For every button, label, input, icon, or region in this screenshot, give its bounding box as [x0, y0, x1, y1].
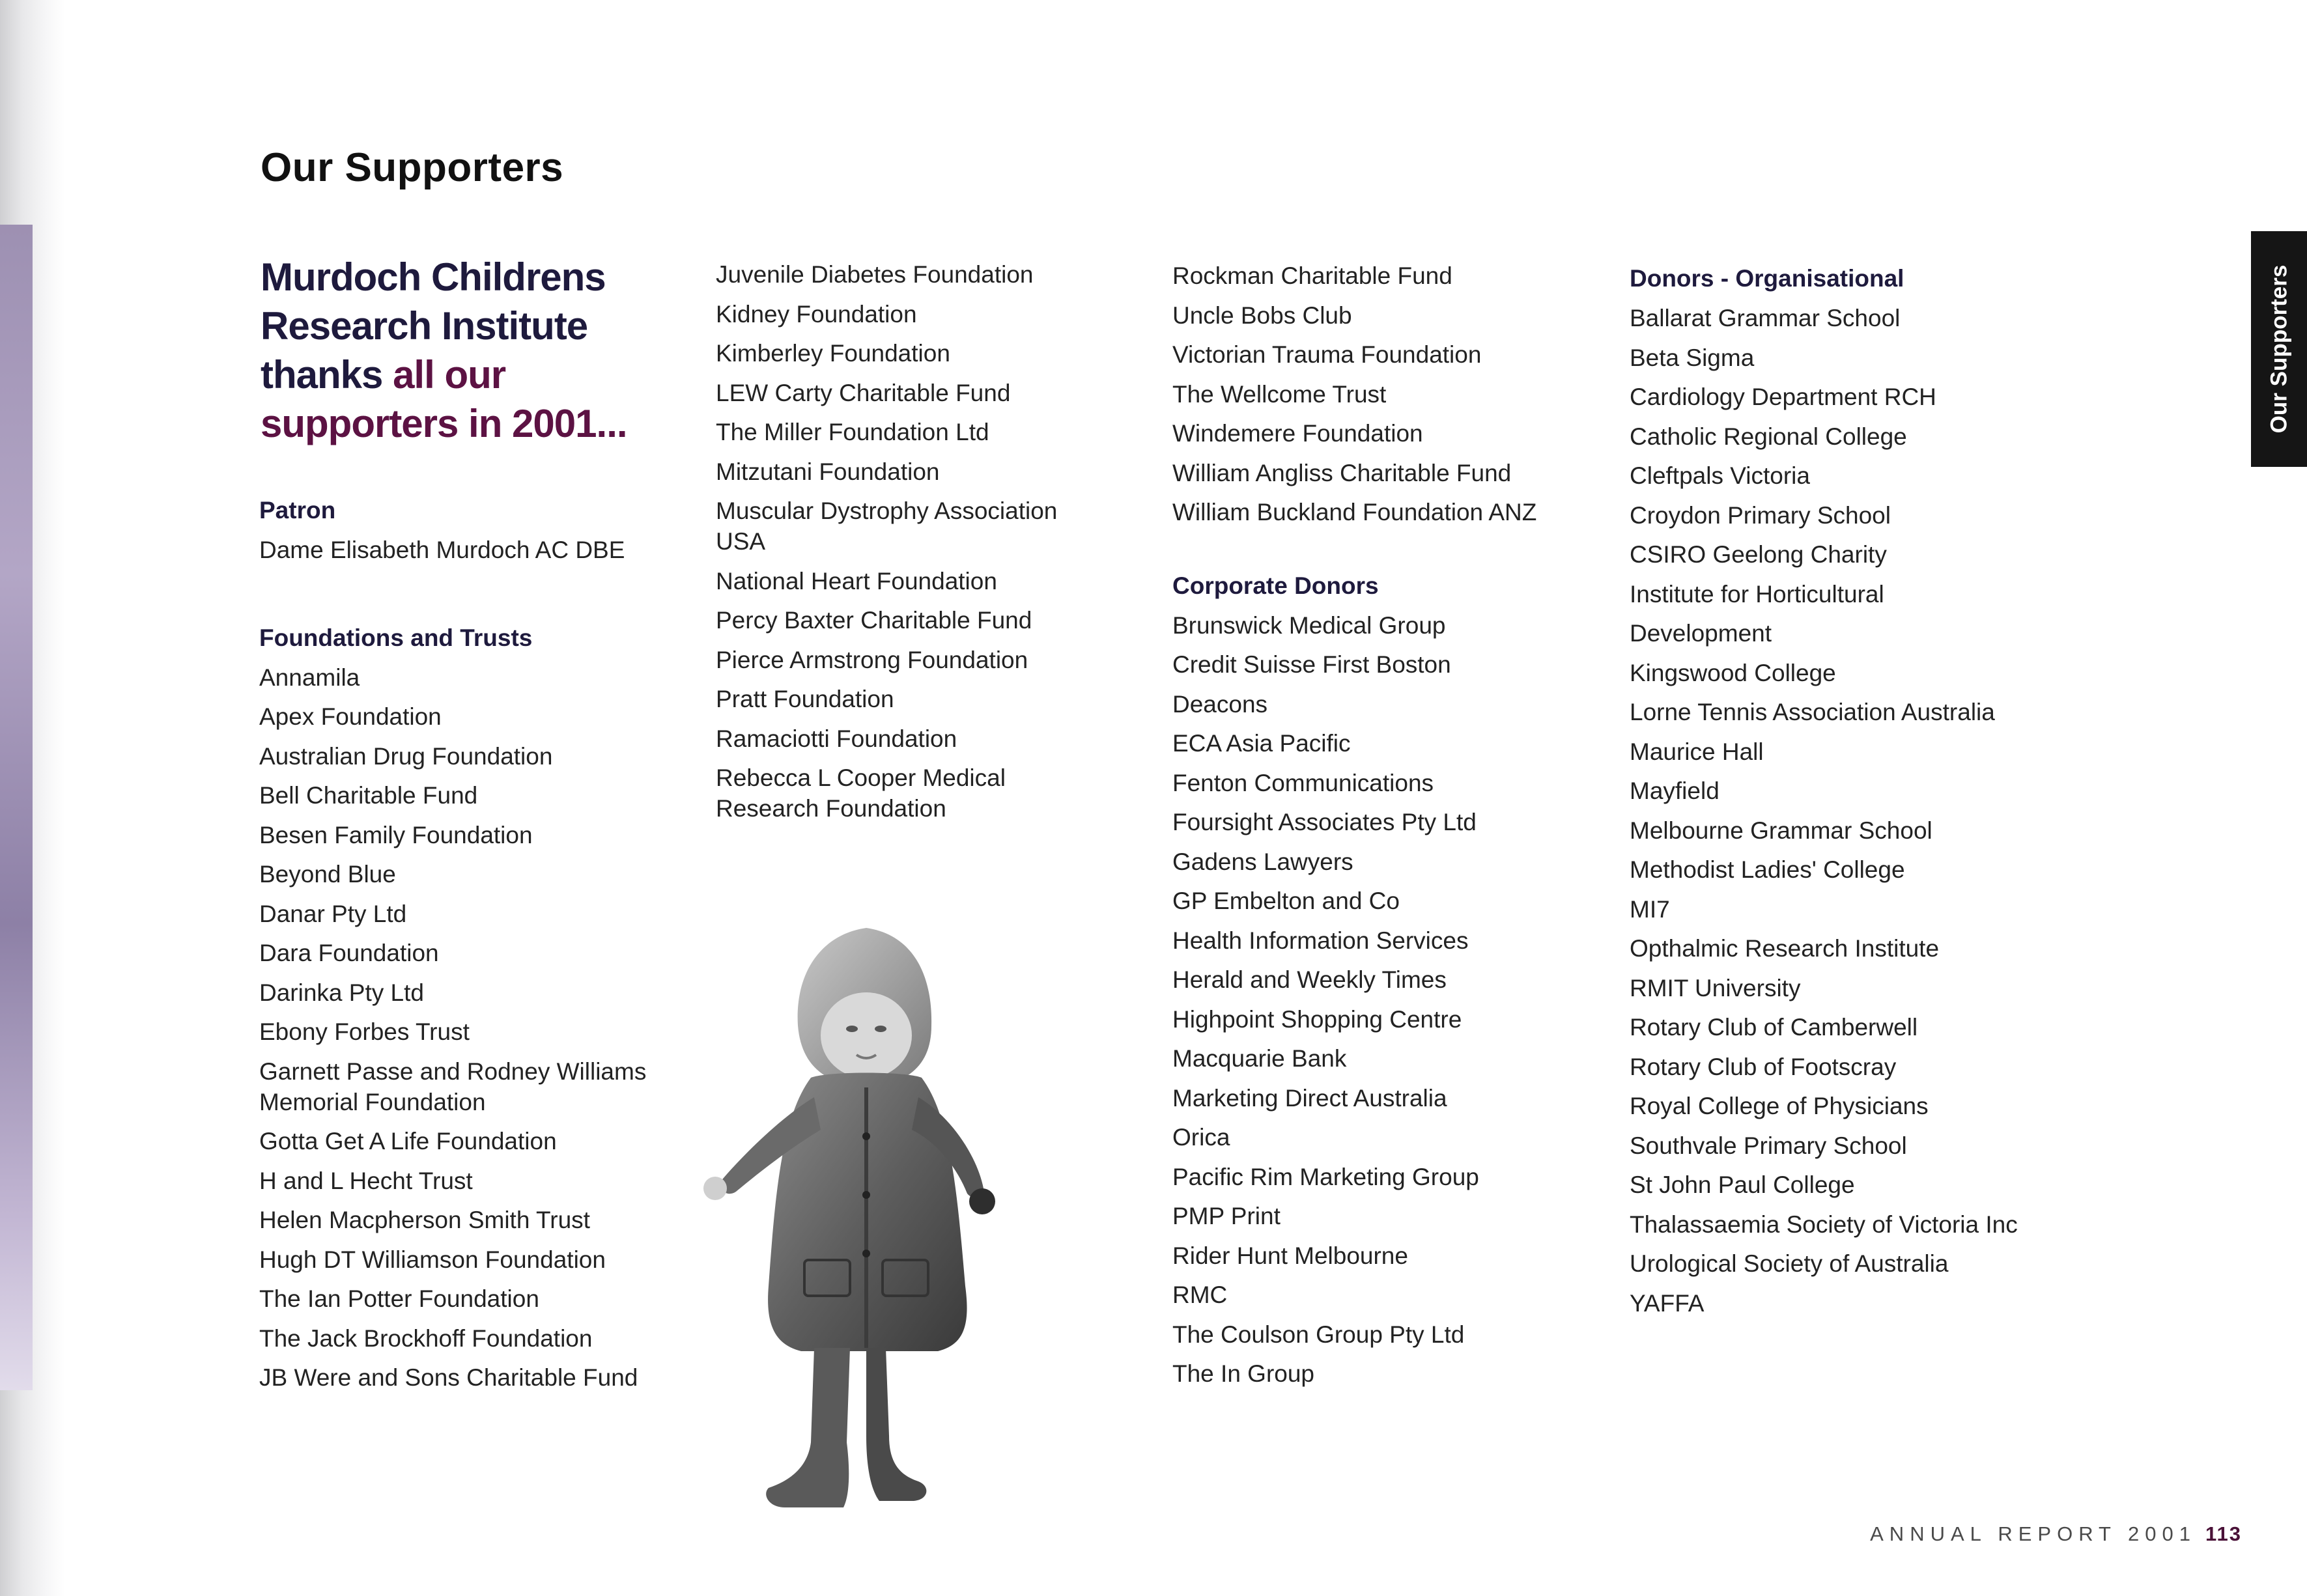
corporate-donors-heading: Corporate Donors [1172, 572, 1379, 599]
column-4 [1630, 263, 2099, 1327]
list-item: H and L Hecht Trust [259, 1167, 473, 1194]
list-item: Cardiology Department RCH [1630, 384, 1936, 410]
list-item: Uncle Bobs Club [1172, 301, 1352, 329]
patron-heading: Patron [259, 497, 336, 524]
list-item: Kingswood College [1630, 659, 1836, 686]
list-item: Beyond Blue [259, 861, 396, 888]
patron-list [259, 535, 663, 565]
list-item: Juvenile Diabetes Foundation [716, 261, 1034, 288]
donors-organisational-heading: Donors - Organisational [1630, 265, 1904, 292]
list-item: Credit Suisse First Boston [1172, 651, 1451, 678]
page-footer [1870, 1522, 2242, 1546]
list-item: Royal College of Physicians [1630, 1093, 1929, 1119]
list-item: ECA Asia Pacific [1172, 730, 1351, 757]
list-item: MI7 [1630, 895, 1670, 923]
foundations-list-col1 [259, 662, 663, 1393]
list-item: YAFFA [1630, 1289, 1705, 1317]
list-item: Maurice Hall [1630, 738, 1764, 765]
list-item: Health Information Services [1172, 927, 1469, 954]
list-item: Pratt Foundation [716, 686, 894, 712]
list-item: Helen Macpherson Smith Trust [259, 1207, 590, 1233]
list-item: National Heart Foundation [716, 567, 997, 595]
list-item: Croydon Primary School [1630, 501, 1891, 529]
list-item: The Jack Brockhoff Foundation [259, 1324, 593, 1352]
list-item: Gadens Lawyers [1172, 848, 1353, 875]
list-item: Rebecca L Cooper Medical Research Foundation [716, 764, 1006, 822]
list-item: Garnett Passe and Rodney Williams Memorial Foundation [259, 1057, 647, 1115]
list-item: Macquarie Bank [1172, 1045, 1347, 1072]
list-item: Victorian Trauma Foundation [1172, 341, 1482, 368]
list-item: PMP Print [1172, 1203, 1281, 1229]
list-item: Ebony Forbes Trust [259, 1018, 470, 1045]
list-item: Rider Hunt Melbourne [1172, 1242, 1408, 1269]
list-item: Muscular Dystrophy Association USA [716, 497, 1058, 555]
list-item: William Angliss Charitable Fund [1172, 459, 1512, 486]
intro-line-2: Research Institute [261, 304, 588, 348]
intro-line-3-accent: all our [393, 353, 506, 397]
footer-label: ANNUAL REPORT 2001 [1870, 1522, 2196, 1545]
child-in-raincoat-photo [671, 921, 1062, 1520]
intro-line-4-accent: supporters in 2001... [261, 402, 627, 445]
list-item: GP Embelton and Co [1172, 888, 1400, 914]
list-item: Ballarat Grammar School [1630, 305, 1901, 331]
list-item: Southvale Primary School [1630, 1132, 1907, 1159]
list-item: Orica [1172, 1124, 1230, 1151]
list-item: Annamila [259, 664, 360, 691]
list-item: Highpoint Shopping Centre [1172, 1005, 1462, 1033]
list-item: Urological Society of Australia [1630, 1250, 1949, 1277]
foundations-list-col3 [1172, 260, 1576, 527]
list-item: Australian Drug Foundation [259, 742, 553, 770]
list-item: Percy Baxter Charitable Fund [716, 607, 1032, 634]
list-item: Kimberley Foundation [716, 340, 950, 367]
list-item: Thalassaemia Society of Victoria Inc [1630, 1211, 2018, 1238]
list-item: Development [1630, 620, 1772, 647]
list-item: St John Paul College [1630, 1171, 1855, 1198]
side-tab-label: Our Supporters [2266, 264, 2292, 434]
list-item: Gotta Get A Life Foundation [259, 1128, 557, 1155]
list-item: Beta Sigma [1630, 344, 1755, 371]
page-title: Our Supporters [261, 145, 564, 190]
list-item: Herald and Weekly Times [1172, 966, 1447, 993]
list-item: Melbourne Grammar School [1630, 817, 1932, 844]
list-item: Dara Foundation [259, 940, 439, 966]
intro-line-1: Murdoch Childrens [261, 255, 606, 299]
foundations-list-col2 [716, 259, 1113, 824]
list-item: Apex Foundation [259, 703, 442, 730]
list-item: Deacons [1172, 690, 1268, 718]
list-item: The Ian Potter Foundation [259, 1285, 539, 1312]
list-item: Brunswick Medical Group [1172, 611, 1446, 639]
list-item: Methodist Ladies' College [1630, 856, 1905, 883]
list-item: The Coulson Group Pty Ltd [1172, 1321, 1465, 1348]
list-item: Marketing Direct Australia [1172, 1084, 1447, 1112]
section-side-tab [2251, 231, 2307, 467]
column-2 [716, 259, 1113, 833]
list-item: Pacific Rim Marketing Group [1172, 1163, 1479, 1190]
list-item: Rotary Club of Camberwell [1630, 1014, 1918, 1041]
list-item: Mitzutani Foundation [716, 458, 940, 485]
page-number: 113 [2205, 1522, 2242, 1545]
list-item: Mayfield [1630, 777, 1720, 804]
list-item: Catholic Regional College [1630, 423, 1907, 450]
intro-statement [261, 253, 677, 448]
list-item: The Wellcome Trust [1172, 380, 1387, 408]
list-item: Darinka Pty Ltd [259, 979, 424, 1006]
list-item: Besen Family Foundation [259, 821, 533, 848]
list-item: Pierce Armstrong Foundation [716, 646, 1028, 673]
list-item: RMIT University [1630, 974, 1801, 1001]
list-item: Rotary Club of Footscray [1630, 1053, 1897, 1080]
list-item: Cleftpals Victoria [1630, 462, 1810, 489]
list-item: Institute for Horticultural [1630, 580, 1884, 608]
list-item: Bell Charitable Fund [259, 782, 478, 809]
list-item: Ramaciotti Foundation [716, 725, 957, 752]
patron-name: Dame Elisabeth Murdoch AC DBE [259, 537, 625, 563]
list-item: Rockman Charitable Fund [1172, 262, 1452, 289]
column-3 [1172, 260, 1576, 1398]
list-item: Danar Pty Ltd [259, 900, 407, 927]
list-item: CSIRO Geelong Charity [1630, 541, 1887, 568]
list-item: RMC [1172, 1281, 1228, 1308]
intro-line-3: thanks [261, 353, 393, 397]
list-item: The In Group [1172, 1360, 1315, 1387]
list-item: William Buckland Foundation ANZ [1172, 499, 1537, 525]
list-item: Foursight Associates Pty Ltd [1172, 809, 1477, 835]
list-item: Hugh DT Williamson Foundation [259, 1246, 606, 1273]
facing-page-image-edge [0, 225, 33, 1390]
list-item: LEW Carty Charitable Fund [716, 379, 1011, 406]
list-item: The Miller Foundation Ltd [716, 419, 989, 445]
list-item: JB Were and Sons Charitable Fund [259, 1364, 638, 1391]
list-item: Opthalmic Research Institute [1630, 935, 1940, 962]
donors-organisational-list [1630, 303, 2099, 1319]
column-1 [259, 495, 663, 1402]
list-item: Lorne Tennis Association Australia [1630, 699, 1995, 725]
foundations-heading: Foundations and Trusts [259, 624, 533, 651]
list-item: Kidney Foundation [716, 300, 917, 328]
list-item: Windemere Foundation [1172, 420, 1423, 447]
list-item: Fenton Communications [1172, 769, 1434, 796]
corporate-donors-list [1172, 610, 1576, 1390]
